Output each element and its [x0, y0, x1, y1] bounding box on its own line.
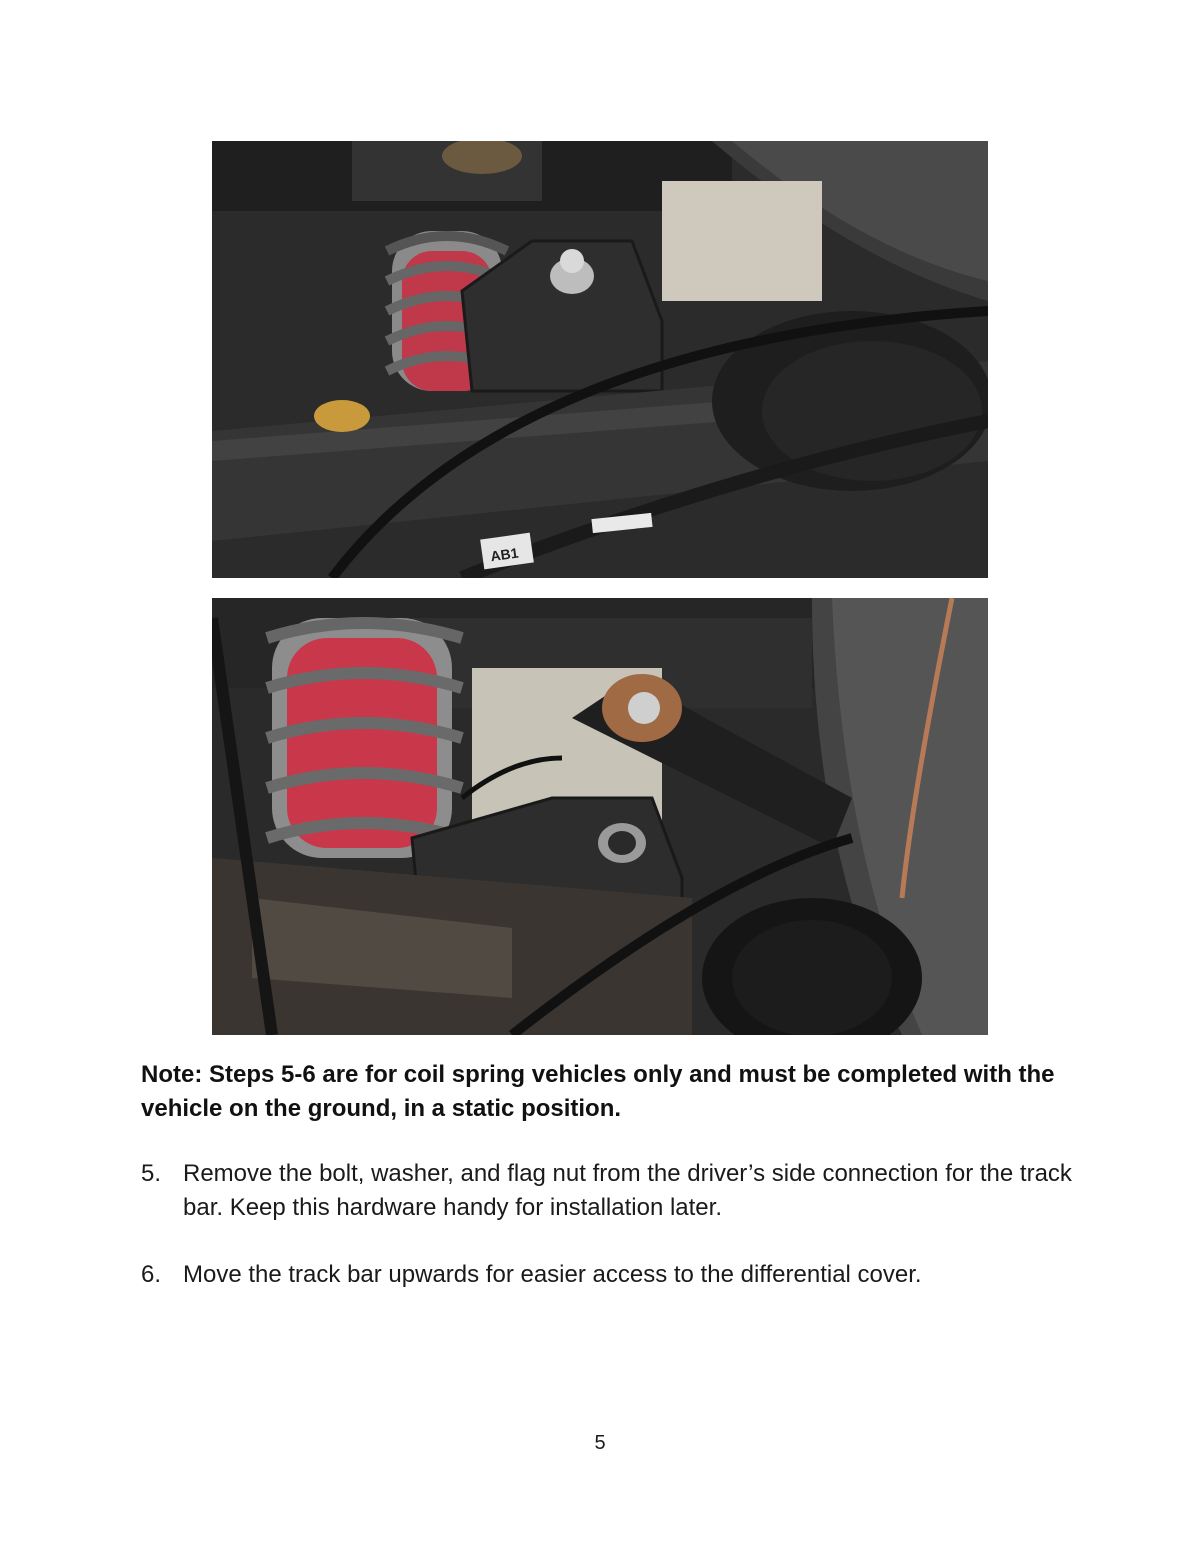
- note-text: Note: Steps 5-6 are for coil spring vehicles only and must be completed with the vehicle on the ground, in a static position.: [141, 1061, 1055, 1122]
- photo-label: AB1: [489, 544, 520, 565]
- photo-top: [212, 141, 988, 578]
- undercarriage-photo-bottom: [212, 598, 988, 1035]
- steps-list: [141, 1157, 1081, 1325]
- photo-bottom: [212, 598, 988, 1035]
- undercarriage-photo-top: [212, 141, 988, 578]
- list-item: [141, 1157, 1081, 1225]
- step-text: Remove the bolt, washer, and flag nut from the driver’s side connection for the track bar. Keep this hardware handy for installation later.: [183, 1160, 1072, 1221]
- page-number: 5: [594, 1432, 606, 1454]
- step-number: 5.: [141, 1160, 162, 1187]
- step-number: 6.: [141, 1261, 162, 1288]
- step-text: Move the track bar upwards for easier access to the differential cover.: [183, 1261, 922, 1288]
- list-item: [141, 1258, 1081, 1292]
